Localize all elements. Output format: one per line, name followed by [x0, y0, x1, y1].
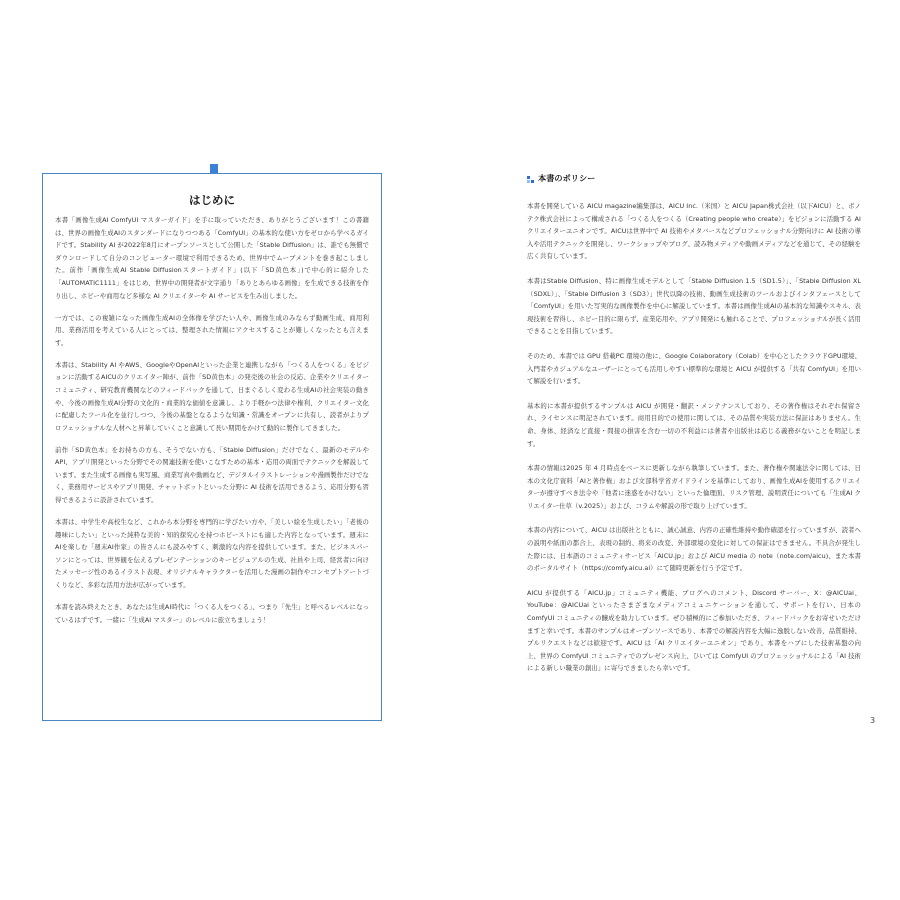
policy-column — [527, 172, 861, 687]
policy-paragraph: AICU が提供する「AICU.jp」コミュニティ機能、ブログへのコメント、Discord サーバー、X：@AICUai、YouTube：@AICUai といったさまざまなメディアコミュニケーションを通して、サポートを行い、日本の ComfyUI コミュニティの醸成を助力しています。ぜひ積極的にご参加いただき、フィードバックをお寄せいただけますと幸いです。本書のサンプルはオープンソースであり、本書での解説内容を大幅に逸脱しない改善、品質維持、プルリクエストなどは歓迎です。AICU は「AI クリエイターユニオン」であり、本書をハブにした技術基盤の向上、世界の ComfyUI コミュニティでのプレゼンス向上、ひいては ComfyUI のプロフェッショナルによる「AI 技術による新しい職業の創出」に寄与できましたら幸いです。 — [527, 588, 861, 673]
policy-paragraph: 本書の情報は2025 年 4 月時点をベースに更新しながら執筆しています。また、著作権や関連法令に関しては、日本の文化庁資料「AIと著作権」および文部科学省ガイドラインを基準にしており、画像生成AIを使用するクリエイターが遵守すべき法令や「他者に迷惑をかけない」といった倫理面、リスク管理、説明責任についても「生成AI クリエイター仕草（v.2025）」および、コラムや解説の形で取り上げています。 — [527, 464, 861, 510]
intro-box — [42, 173, 382, 721]
page-number: 3 — [870, 716, 876, 725]
policy-header — [527, 172, 861, 186]
policy-title: 本書のポリシー — [538, 173, 596, 183]
policy-paragraph: 本書はStable Diffusion、特に画像生成モデルとして「Stable Diffusion 1.5（SD1.5）」、「Stable Diffusion XL（SDXL）」、「Stable Diffusion 3（SD3）」世代以降の技術、動画生成技術のツールおよびインタフェースとして「ComfyUI」を用いた写実的な画像製作を中心に解説しています。本書は画像生成AIの基本的な知識やスキル、表現技術を習得し、ホビー目的に限らず、産業応用や、アプリ開発にも触れることで、プロフェッショナルが長く活用できることを目指しています。 — [527, 276, 861, 336]
intro-paragraph: 本書は、中学生や高校生など、これから本分野を専門的に学びたい方や、「美しい絵を生成したい」「老後の趣味にしたい」といった純粋な美的・知的探究心を持つホビーストにも適した内容となっています。週末にAIを楽しむ「週末AI作家」の皆さんにも読みやすく、刺激的な内容を提供しています。また、ビジネスパーソンにとっては、世界観を伝えるプレゼンテーションのキービジュアルの生成、社員や上司、経営者に向けたメッセージ性のあるイラスト表現、オリジナルキャラクターを活用した漫画の制作やコンセプトアートづくりなど、多彩な活用方法が広がっています。 — [55, 518, 369, 589]
intro-paragraph: 本書「画像生成AI ComfyUI マスターガイド」を手に取っていただき、ありがとうございます！この書籍は、世界の画像生成AIのスタンダードになりつつある「ComfyUI」の基本的な使い方をゼロから学べるガイドです。Stability AI が2022年8月にオープンソースとして公開した「Stable Diffusion」は、誰でも無償でダウンロードして自分のコンピューター環境で利用できるため、世界中でムーブメントを巻き起こしました。前作「画像生成AI Stable Diffusionスタートガイド」(以下「SD黄色本」)で中心的に紹介した「AUTOMATIC1111」をはじめ、世界中の開発者が文字通り「ありとあらゆる画像」を生成できる技術を作り出し、ホビーや商用など多様な AI クリエイターや AI サービスを生み出しました。 — [55, 216, 369, 300]
intro-paragraph: 一方では、この複雑になった画像生成AIの全体像を学びたい人や、画像生成のみならず動画生成、商用利用、業務活用を考えている人にとっては、整理された情報にアクセスすることが難しくなったとも言えます。 — [55, 313, 369, 347]
policy-paragraph: そのため、本書では GPU 搭載PC 環境の他に、Google Colaboratory（Colab）を中心としたクラウドGPU環境、入門者やカジュアルなユーザーにとっても活用しやすい標準的な環境と AICU が提供する「共有 ComfyUI」を用いて解説を行います。 — [527, 351, 861, 386]
intro-paragraph: 本書は、Stability AI やAWS、GoogleやOpenAIといった企業と連携しながら「つくる人をつくる」をビジョンに活動するAICUのクリエイター陣が、前作「SD黄色本」の発売後の社会の反応、企業やクリエイターコミュニティ、研究教育機関などのフィードバックを通して、日まぐるしく変わる生成AIの社会実装の動きや、今後の画像生成AI分野の文化的・商業的な価値を意識し、より手軽かつ法律や権利、クリエイター文化に配慮したツール化を並行しつつ、今後の基盤となるような知識・常識をオープンに共有し、読者がよりプロフェッショナルな人材へと昇華していくこと意識して長い期間をかけて動的に製作してきました。 — [55, 360, 369, 432]
intro-paragraph: 前作「SD黄色本」をお持ちの方も、そうでない方も、「Stable Diffusion」だけでなく、最新のモデルやAPI、アプリ開発といった分野でその関連技術を使いこなすための基本・応用の両面でテクニックを解説しています。また生成する画像も実写風、商業写真や動画など、デジタルイラストレーションや漫画製作だけでなく、業務用サービスやアプリ開発、チャットボットといった分野に AI 技術を活用できるよう、応用分野も習得できるように設計されています。 — [55, 445, 369, 505]
intro-title: はじめに — [189, 193, 235, 207]
square-bullet-icon — [527, 176, 534, 183]
intro-paragraph: 本書を読み終えたとき、あなたは生成AI時代に「つくる人をつくる」、つまり「先生」と呼べるレベルになっているはずです。一緒に「生成AI マスター」のレベルに旅立ちましょう！ — [55, 602, 369, 624]
policy-paragraph: 本書を開発している AICU magazine編集部は、AICU Inc.（米国）と AICU Japan株式会社（以下AICU）と、ボノテク株式会社によって構成される「つくる人をつくる（Creating people who create）」をビジョンに活動する AI クリエイターユニオンです。AICUは世界中で AI 技術やメタバースなどプロフェッショナル分野向けに AI 技術の導入や活用テクニックを開発し、ワークショップやブログ、読み物メディアや動画メディアなどを通じて、その経験を広く共有しています。 — [527, 202, 861, 261]
intro-body — [55, 214, 369, 636]
policy-paragraph: 本書の内容について、AICU は出版社とともに、誠心誠意、内容の正確性維持や動作確認を行っていますが、読者への説明や紙面の都合上、表現の制約、将来の改変、外部環境の変化に対しての保証はできません。不具合が発生した際には、日本語のコミュニティサービス「AICU.jp」および AICU media の note（note.com/aicu)、また本書のポータルサイト（https://comfy.aicu.ai）にて随時更新を行う予定です。 — [527, 526, 861, 573]
policy-paragraph: 基本的に本書が提供するサンプルは AICU が開発・翻訳・メンテナンスしており、その著作権はそれぞれ保留され、ライセンスに明記されています。商用目的での使用に関しては、その品質や実装方法に保証はありません。生命、身体、経済など直接・間接の損害を含む一切の不利益には著者や出版社は応じる義務がないことを明記します。 — [527, 401, 861, 448]
